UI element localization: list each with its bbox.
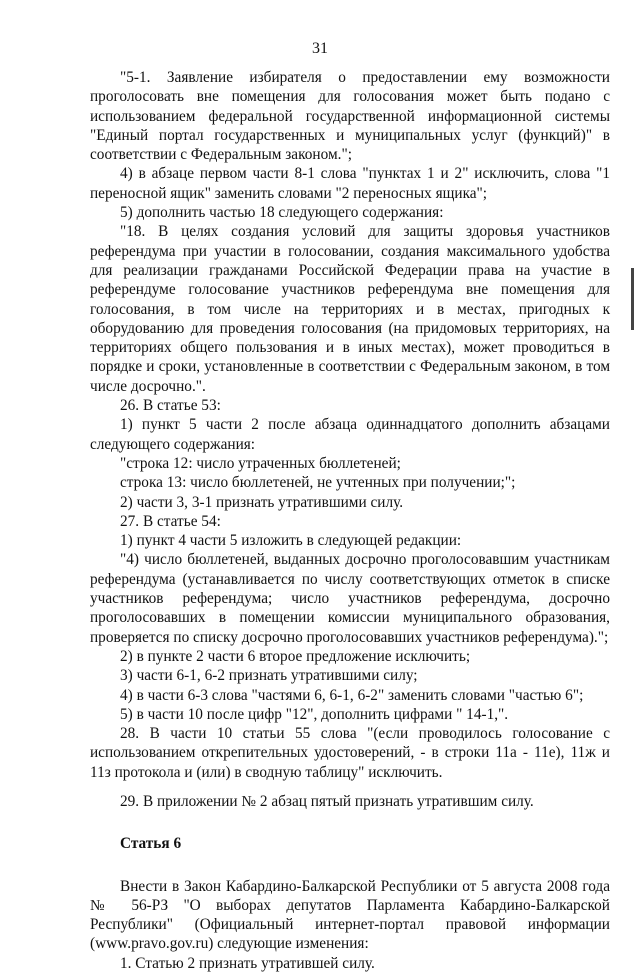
- paragraph: 1) пункт 5 части 2 после абзаца одиннадцатого дополнить абзацами следующего содержания:: [90, 416, 610, 453]
- paragraph: строка 13: число бюллетеней, не учтенных при получении;";: [120, 474, 516, 492]
- paragraph: 28. В части 10 статьи 55 слова "(если проводилось голосование с использованием открепительных удостоверений, - в строки 11а - 11е), 11ж и 11з протокола и (или) в сводную таблицу" исключить.: [90, 725, 610, 781]
- paragraph: 3) части 6-1, 6-2 признать утратившими силу;: [120, 667, 418, 685]
- paragraph: 4) в части 6-3 слова "частями 6, 6-1, 6-2" заменить словами "частью 6";: [120, 686, 584, 704]
- article-heading: Статья 6: [120, 835, 182, 853]
- paragraph: 5) в части 10 после цифр "12", дополнить цифрами " 14-1,".: [120, 705, 509, 723]
- article-paragraph: 1. Статью 2 признать утратившей силу.: [120, 954, 375, 972]
- paragraph: 4) в абзаце первом части 8-1 слова "пунктах 1 и 2" исключить, слова "1 переносной ящик" заменить словами "2 переносных ящика";: [90, 165, 610, 202]
- paragraph: "4) число бюллетеней, выданных досрочно проголосовавшим участникам референдума (устанавливается по числу соответствующих отметок в списке участников референдума; число участников референдума, досрочно проголосовавших в помещении комиссии муниципального образования, проверяется по списку досрочно проголосовавших участников референдума).";: [90, 551, 610, 646]
- paragraph: 29. В приложении № 2 абзац пятый признать утратившим силу.: [120, 792, 534, 810]
- article-paragraph: Внести в Закон Кабардино-Балкарской Республики от 5 августа 2008 года № 56-РЗ "О выборах депутатов Парламента Кабардино-Балкарской Республики" (Официальный интернет-портал правовой информации (www.pravo.gov.ru) следующие изменения:: [90, 877, 610, 953]
- paragraph: "строка 12: число утраченных бюллетеней;: [120, 454, 401, 472]
- page-number: 31: [312, 40, 328, 57]
- paragraph: 26. В статье 53:: [120, 397, 221, 415]
- paragraph: "5-1. Заявление избирателя о предоставлении ему возможности проголосовать вне помещения для голосования может быть подано с использованием федеральной государственной информационной системы "Единый портал государственных и муниципальных услуг (функций)" в соответствии с Федеральным законом.";: [90, 69, 610, 164]
- document-body: [90, 68, 610, 973]
- paragraph: 2) части 3, 3-1 признать утратившими силу.: [120, 493, 404, 511]
- paragraph: "18. В целях создания условий для защиты здоровья участников референдума при участии в голосовании, создания максимального удобства для реализации гражданами Российской Федерации права на участие в референдуме голосование участников референдума вне помещения для голосования, в том числе на территориях и в местах, пригодных к оборудованию для проведения голосования (на придомовых территориях, на территориях общего пользования и в иных местах), может проводиться в порядке и сроки, установленные в соответствии с Федеральным законом, в том числе досрочно.".: [90, 223, 610, 395]
- paragraph: 5) дополнить частью 18 следующего содержания:: [120, 204, 444, 222]
- paragraph: 1) пункт 4 части 5 изложить в следующей редакции:: [120, 532, 462, 550]
- paragraph: 27. В статье 54:: [120, 512, 221, 530]
- scan-edge-mark: [631, 268, 634, 330]
- paragraph: 2) в пункте 2 части 6 второе предложение исключить;: [120, 647, 471, 665]
